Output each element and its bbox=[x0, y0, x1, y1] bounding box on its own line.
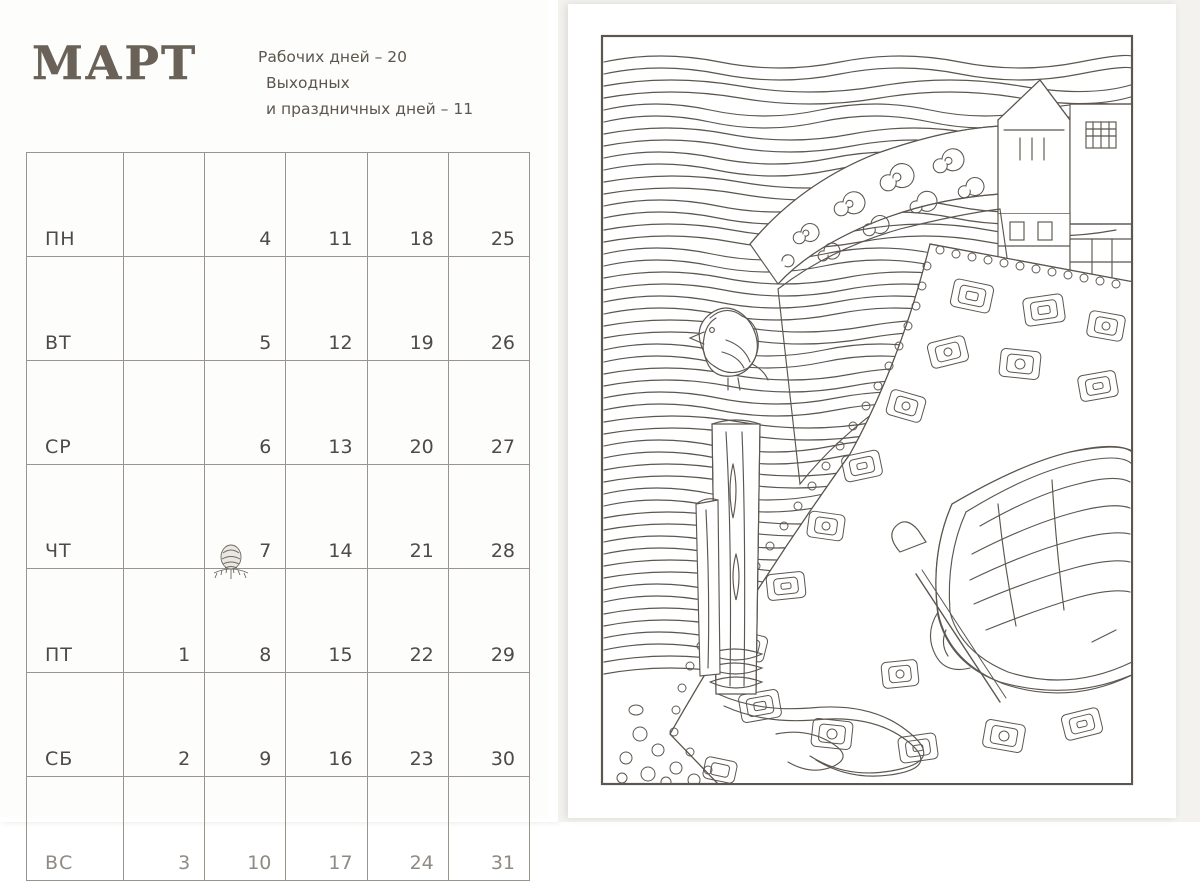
day-cell: 14 bbox=[286, 465, 367, 569]
day-cell: 12 bbox=[286, 257, 367, 361]
weekday-label: ЧТ bbox=[27, 465, 124, 569]
day-cell: 27 bbox=[448, 361, 529, 465]
day-cell bbox=[124, 361, 205, 465]
table-row bbox=[27, 153, 530, 257]
weekday-label: ПН bbox=[27, 153, 124, 257]
day-cell: 10 bbox=[205, 777, 286, 881]
day-cell: 11 bbox=[286, 153, 367, 257]
right-page bbox=[558, 0, 1200, 822]
day-cell bbox=[124, 257, 205, 361]
day-cell: 31 bbox=[448, 777, 529, 881]
day-cell: 5 bbox=[205, 257, 286, 361]
left-page bbox=[0, 0, 558, 874]
right-page-sheet bbox=[568, 4, 1176, 818]
table-row bbox=[27, 777, 530, 881]
table-row bbox=[27, 257, 530, 361]
calendar-grid bbox=[26, 152, 530, 881]
day-cell: 25 bbox=[448, 153, 529, 257]
page-title: МАРТ bbox=[32, 36, 198, 90]
weekday-label: СР bbox=[27, 361, 124, 465]
weekday-label: ПТ bbox=[27, 569, 124, 673]
day-cell: 2 bbox=[124, 673, 205, 777]
month-statistics bbox=[258, 44, 538, 122]
day-cell: 6 bbox=[205, 361, 286, 465]
holidays-line-1: Выходных bbox=[266, 74, 350, 92]
working-days-line: Рабочих дней – 20 bbox=[258, 48, 408, 66]
day-cell: 13 bbox=[286, 361, 367, 465]
weekday-label: ВС bbox=[27, 777, 124, 881]
day-cell: 20 bbox=[367, 361, 448, 465]
day-cell: 4 bbox=[205, 153, 286, 257]
table-row bbox=[27, 673, 530, 777]
day-cell: 15 bbox=[286, 569, 367, 673]
day-cell: 30 bbox=[448, 673, 529, 777]
table-row bbox=[27, 465, 530, 569]
day-cell bbox=[124, 153, 205, 257]
seaside-boat-coloring-illustration bbox=[600, 34, 1134, 786]
day-cell: 26 bbox=[448, 257, 529, 361]
day-cell: 21 bbox=[367, 465, 448, 569]
day-cell: 3 bbox=[124, 777, 205, 881]
day-cell: 24 bbox=[367, 777, 448, 881]
weekday-label: СБ bbox=[27, 673, 124, 777]
day-cell: 19 bbox=[367, 257, 448, 361]
day-cell: 17 bbox=[286, 777, 367, 881]
holidays-line-2: и праздничных дней – 11 bbox=[266, 100, 474, 118]
day-cell: 29 bbox=[448, 569, 529, 673]
table-row bbox=[27, 361, 530, 465]
day-cell: 16 bbox=[286, 673, 367, 777]
day-cell bbox=[124, 465, 205, 569]
day-cell: 1 bbox=[124, 569, 205, 673]
day-cell: 28 bbox=[448, 465, 529, 569]
day-cell: 18 bbox=[367, 153, 448, 257]
table-row bbox=[27, 569, 530, 673]
day-cell: 22 bbox=[367, 569, 448, 673]
day-cell: 23 bbox=[367, 673, 448, 777]
day-cell: 7 bbox=[205, 465, 286, 569]
day-cell: 8 bbox=[205, 569, 286, 673]
day-cell: 9 bbox=[205, 673, 286, 777]
weekday-label: ВТ bbox=[27, 257, 124, 361]
left-page-sheet bbox=[0, 0, 548, 874]
